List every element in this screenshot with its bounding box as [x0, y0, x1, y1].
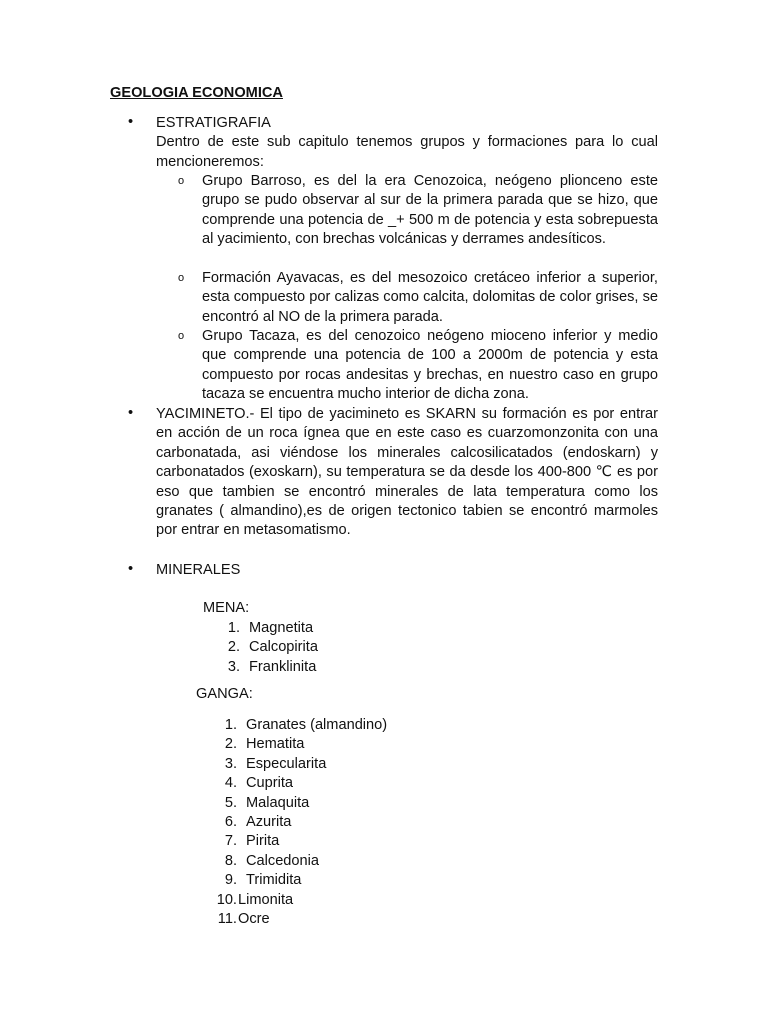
list-item: 10.Limonita [216, 891, 294, 908]
list-item: 9. Trimidita [224, 872, 302, 889]
ganga-label: GANGA: [196, 686, 253, 702]
sub-item-text: Formación Ayavacas, es del mesozoico cretáceo inferior a superior, esta compuesto por calizas como calcita, dolomitas de color grises, se encontró al NO de la primera parada. [202, 270, 658, 325]
yacimiento-text: YACIMINETO.- El tipo de yacimineto es SKARN su formación es por entrar en acción de un roca ígnea que en este caso es cuarzomonzonita con una carbonatada, asi viéndose los minerales calcosilicatados (endoskarn) y carbonatados (exoskarn), su temperatura se da desde los 400-800 ℃ es por eso que tambien se encontró minerales de lata temperatura como los granates ( almandino),es de origen tectonico tabien se encontró marmoles por entrar en metasomatismo. [156, 406, 658, 539]
sub-item-text: Grupo Barroso, es del la era Cenozoica, neógeno plionceno este grupo se pudo observar al sur de la primera parada que se hizo, que comprende una potencia de _+ 500 m de potencia y esta sobrepuesta al yacimiento, con brechas volcánicas y derrames andesíticos. [202, 173, 658, 248]
ganga-list [214, 716, 387, 929]
estratigrafia-intro: Dentro de este sub capitulo tenemos grupos y formaciones para lo cual mencioneremos: [156, 134, 658, 170]
bullet-marker: • [128, 114, 134, 130]
bullet-yacimiento [128, 405, 658, 541]
minerales-heading: MINERALES [156, 562, 241, 578]
list-item: 11.Ocre [217, 910, 270, 927]
document-title: GEOLOGIA ECONOMICA [110, 85, 283, 101]
sub-item-text: Grupo Tacaza, es del cenozoico neógeno mioceno inferior y medio que comprende una potencia de 100 a 2000m de potencia y esta compuesto por rocas andesitas y brechas, en nuestro caso en grupo tacaza se encuentra mucho interior de dicha zona. [202, 328, 658, 403]
sub-item-tacaza [178, 327, 658, 405]
mena-list [224, 619, 318, 677]
list-item: 2. Calcopirita [227, 639, 318, 656]
list-item: 1. Magnetita [227, 620, 314, 636]
list-item: 2. Hematita [224, 736, 305, 753]
list-item: 8. Calcedonia [224, 852, 320, 869]
bullet-minerales [128, 561, 658, 580]
list-item: 1. Granates (almandino) [224, 717, 388, 733]
sub-item-ayavacas [178, 269, 658, 327]
sub-bullet-marker: o [178, 272, 185, 284]
sub-item-barroso [178, 172, 658, 250]
list-item: 5. Malaquita [224, 794, 310, 811]
bullet-estratigrafia [128, 114, 658, 172]
list-item: 4. Cuprita [224, 775, 294, 792]
mena-label: MENA: [203, 600, 250, 616]
sub-bullet-marker: o [178, 330, 185, 342]
list-item: 3. Franklinita [227, 658, 317, 675]
bullet-marker: • [128, 561, 134, 577]
bullet-marker: • [128, 405, 134, 421]
estratigrafia-heading: ESTRATIGRAFIA [156, 115, 271, 131]
list-item: 7. Pirita [224, 833, 280, 850]
sub-bullet-marker: o [178, 175, 185, 187]
list-item: 3. Especularita [224, 755, 327, 772]
list-item: 6. Azurita [224, 813, 292, 830]
